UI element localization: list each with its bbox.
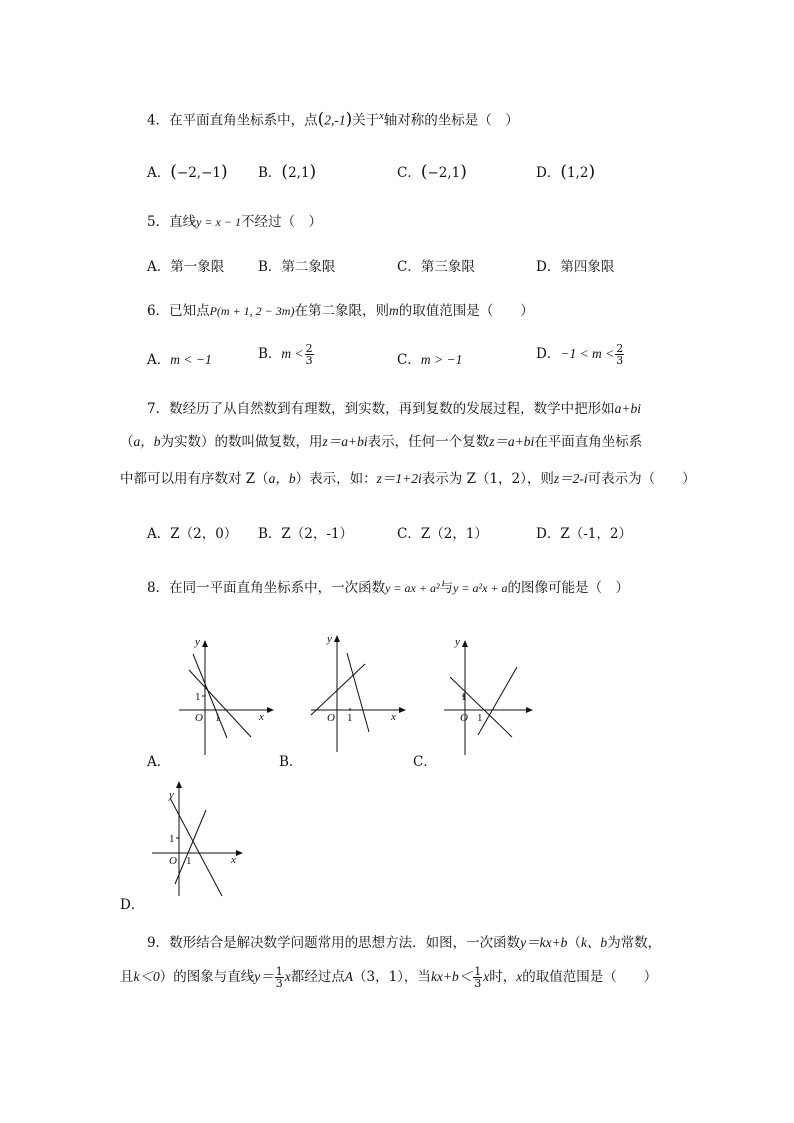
q8-a-y-label: y (195, 636, 200, 648)
q8-a-one-x: 1 (215, 712, 221, 724)
q6-stem: 6．已知点P(m + 1, 2 − 3m)在第二象限，则m的取值范围是（ ） (147, 303, 534, 319)
q6-option-a[interactable]: A．m < −1 (147, 352, 212, 368)
q9-fraction-2: $\frac{1}{3}$ (474, 965, 482, 990)
q8-option-b-label: B． (279, 754, 303, 770)
q7-line2: （a，b为实数）的数叫做复数，用z＝a+bi表示，任何一个复数z＝a+bi在平面直角坐标系 (120, 434, 643, 450)
q8-c-one-y: 1 (461, 691, 467, 703)
q8-a-one-y: 1 (195, 691, 201, 703)
q7-line1: 7．数经历了从自然数到有理数，到实数，再到复数的发展过程，数学中把形如a+bi (147, 401, 641, 417)
q8-d-y-label: y (169, 789, 174, 801)
q8-eq1: y = ax + a² (385, 581, 440, 595)
q8-c-one-x: 1 (477, 712, 483, 724)
q4-axis-var: x (379, 111, 384, 122)
q8-d-origin: O (169, 855, 177, 867)
q4-stem-b: 关于 (352, 112, 380, 129)
q8-option-c-label: C． (413, 754, 437, 770)
q7-option-b[interactable]: B．Z（2，-1） (258, 526, 354, 542)
q7-line3: 中都可以用有序数对 Z（a，b）表示，如：z＝1+2i表示为 Z（1，2），则z＝2-i可表示为（ ） (120, 471, 696, 487)
q6-option-c[interactable]: C．m > −1 (397, 352, 463, 368)
q8-a-origin: O (195, 712, 203, 724)
q8-d-one-y: 1 (169, 833, 175, 845)
q4-option-c[interactable]: C．(−2,1) (397, 162, 467, 182)
q7-option-d[interactable]: D．Z（-1，2） (536, 526, 632, 542)
q5-stem: 5．直线y = x − 1不经过（ ） (147, 214, 322, 230)
q4-stem-c: 轴对称的坐标是（ ） (383, 112, 519, 129)
q6-point: P(m + 1, 2 − 3m) (209, 304, 295, 318)
q8-graph-a[interactable] (175, 637, 275, 757)
q5-option-b[interactable]: B．第二象限 (258, 259, 336, 275)
q7-option-a[interactable]: A．Z（2，0） (147, 526, 238, 542)
q7-option-c[interactable]: C．Z（2，1） (397, 526, 488, 542)
q8-b-y-label: y (327, 633, 332, 645)
q4-stem-a: 4．在平面直角坐标系中，点 (147, 112, 318, 129)
q8-c-y-label: y (455, 636, 460, 648)
q9-line2: 且k＜0）的图象与直线y＝ $\frac{1}{3}$ x都经过点A（3，1），当kx+b＜ $\frac{1}{3}$ x时，x的取值范围是（ ） (120, 965, 658, 990)
q8-c-origin: O (460, 712, 468, 724)
q8-b-x-label: x (391, 711, 396, 723)
q9-line1: 9．数形结合是解决数学问题常用的思想方法．如图，一次函数y＝kx+b（k、b为常数， (147, 935, 662, 951)
q8-graph-b[interactable] (307, 632, 407, 752)
q4-stem: 4．在平面直角坐标系中，点(2,-1)关于$^x$轴对称的坐标是（ ） (147, 109, 519, 130)
q6-option-b[interactable]: B．m < $\frac{2}{3}$ (258, 342, 313, 367)
q4-option-d[interactable]: D．(1,2) (536, 162, 596, 182)
q8-option-a-label: A． (147, 754, 171, 770)
q8-d-one-x: 1 (186, 855, 192, 867)
q5-equation: y = x − 1 (196, 215, 241, 229)
q8-b-one-x: 1 (347, 712, 353, 724)
q8-option-d-label: D． (120, 897, 145, 913)
q6-d-fraction: $\frac{2}{3}$ (616, 342, 624, 367)
q8-graph-c[interactable] (440, 637, 540, 757)
q8-eq2: y = a²x + a (453, 581, 508, 595)
q8-b-origin: O (327, 712, 335, 724)
q4-point: 2,-1 (324, 112, 346, 128)
q8-d-x-label: x (231, 854, 236, 866)
q5-option-a[interactable]: A．第一象限 (147, 259, 225, 275)
q8-graph-d[interactable] (150, 778, 250, 898)
q8-a-x-label: x (259, 711, 264, 723)
q8-stem: 8．在同一平面直角坐标系中，一次函数y = ax + a²与y = a²x + a的图像可能是（ ） (147, 580, 629, 596)
q9-fraction-1: $\frac{1}{3}$ (275, 965, 283, 990)
q6-b-fraction: $\frac{2}{3}$ (305, 342, 313, 367)
q6-option-d[interactable]: D．−1 < m < $\frac{2}{3}$ (536, 342, 624, 367)
q5-option-d[interactable]: D．第四象限 (536, 259, 615, 275)
q4-option-a[interactable]: A．(−2,−1) (147, 162, 228, 182)
q5-option-c[interactable]: C．第三象限 (397, 259, 475, 275)
q4-option-b[interactable]: B．(2,1) (258, 162, 317, 182)
